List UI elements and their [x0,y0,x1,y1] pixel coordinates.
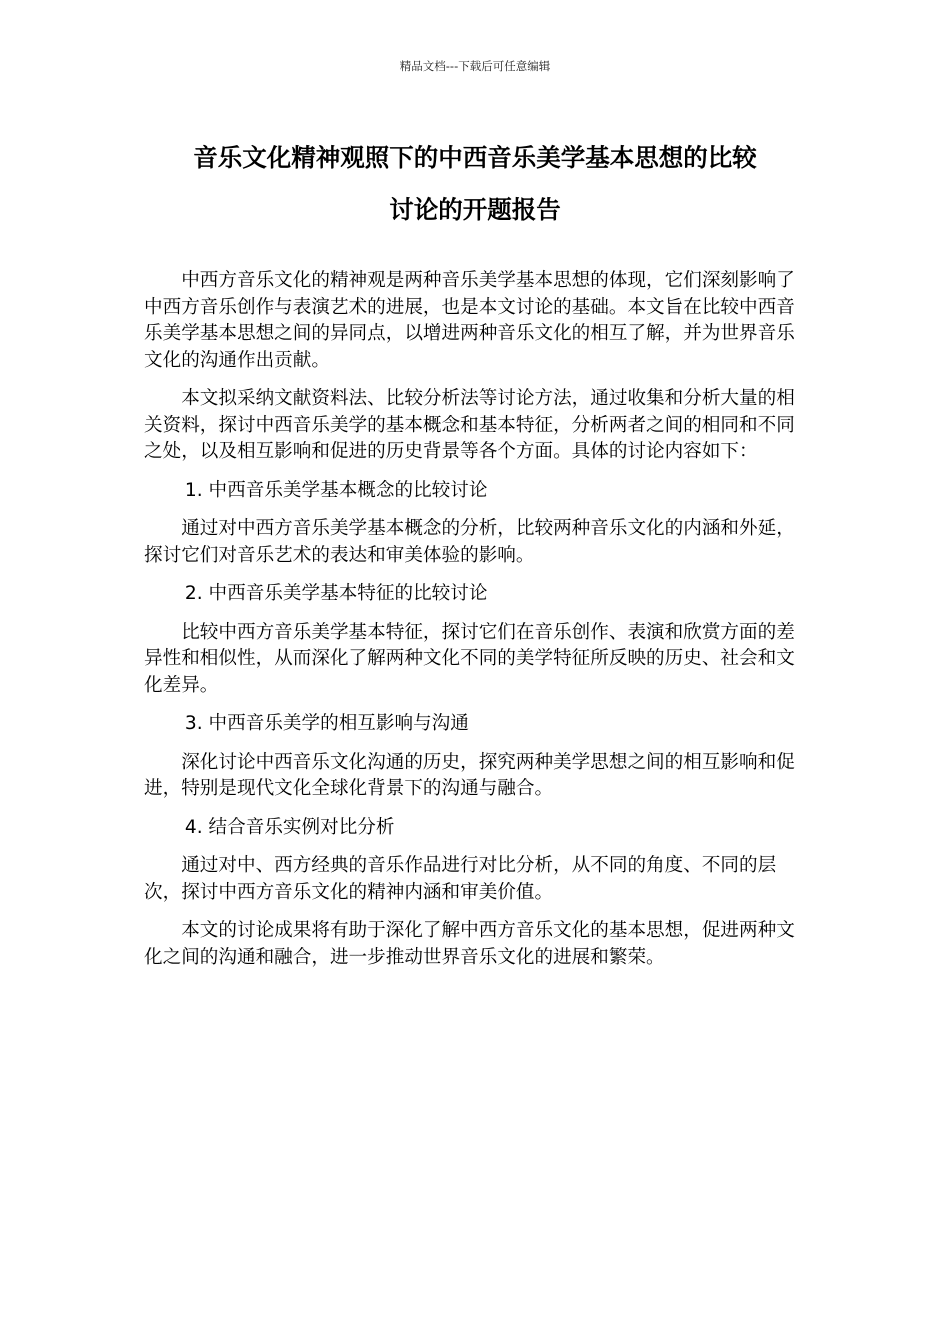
section-heading-4: 4. 结合音乐实例对比分析 [184,816,395,838]
section-heading-1: 1. 中西音乐美学基本概念的比较讨论 [184,479,488,501]
paragraph-methods: 本文拟采纳文献资料法、比较分析法等讨论方法，通过收集和分析大量的相关资料，探讨中西音乐美学的基本概念和基本特征，分析两者之间的相同和不同之处，以及相互影响和促进的历史背景等各个方面。具体的讨论内容如下： [144,388,795,462]
title-line-2: 讨论的开题报告 [389,195,561,224]
document-body [144,268,796,983]
paragraph-intro: 中西方音乐文化的精神观是两种音乐美学基本思想的体现，它们深刻影响了中西方音乐创作与表演艺术的进展，也是本文讨论的基础。本文旨在比较中西音乐美学基本思想之间的异同点，以增进两种音乐文化的相互了解，并为世界音乐文化的沟通作出贡献。 [144,270,795,371]
section-heading-3: 3. 中西音乐美学的相互影响与沟通 [184,713,469,734]
paragraph-section-4: 通过对中、西方经典的音乐作品进行对比分析，从不同的角度、不同的层次，探讨中西方音乐文化的精神内涵和审美价值。 [144,855,777,903]
paragraph-section-1: 通过对中西方音乐美学基本概念的分析，比较两种音乐文化的内涵和外延，探讨它们对音乐艺术的表达和审美体验的影响。 [144,518,795,566]
document-title [140,132,810,236]
paragraph-conclusion: 本文的讨论成果将有助于深化了解中西方音乐文化的基本思想，促进两种文化之间的沟通和融合，进一步推动世界音乐文化的进展和繁荣。 [144,920,795,968]
page-header: 精品文档---下载后可任意编辑 [399,59,551,73]
section-heading-2: 2. 中西音乐美学基本特征的比较讨论 [184,583,488,604]
paragraph-section-2: 比较中西方音乐美学基本特征，探讨它们在音乐创作、表演和欣赏方面的差异性和相似性，从而深化了解两种文化不同的美学特征所反映的历史、社会和文化差异。 [144,621,795,696]
paragraph-section-3: 深化讨论中西音乐文化沟通的历史，探究两种美学思想之间的相互影响和促进，特别是现代文化全球化背景下的沟通与融合。 [144,751,795,799]
title-line-1: 音乐文化精神观照下的中西音乐美学基本思想的比较 [193,143,757,172]
